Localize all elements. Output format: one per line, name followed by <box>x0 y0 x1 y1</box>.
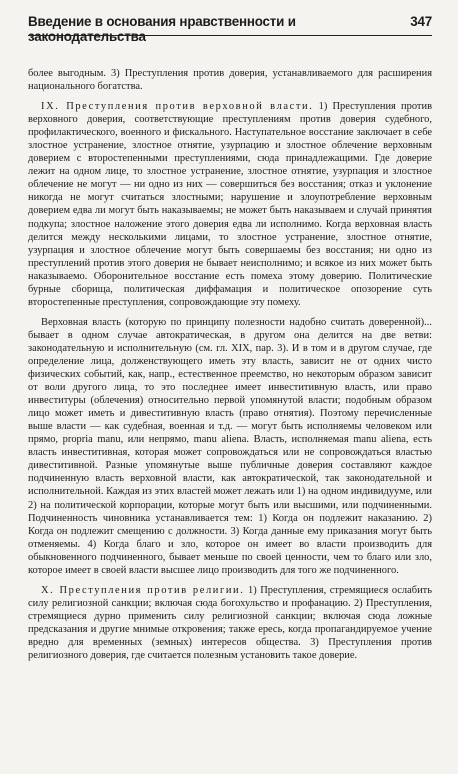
page-number: 347 <box>410 14 432 29</box>
paragraph-text: Верховная власть (которую по принципу полезности надобно считать доверенной)... бывает в одном случае автократическая, в другом она делится на две ветви: законодательную и исполнительную (см. гл. XIX, пар. 3). И в том и в другом случае, где определение лица, долженствующего иметь эту власть, зависит не от одних чисто физических событий, как, напр., естественное преемство, но некоторым образом зависит от воли другого лица, то это последнее имеет инвеститивную власть, или право инвеституры (облечения) относительно первой упомянутой власти; подобным образом лицо может иметь и дивеститивную власть (право отнятия). Поэтому перечисленные выше власти — как судебная, военная и т.д. — могут быть исполняемы человеком или прямо, propria manu, или непрямо, manu aliena. Власть, исполняемая manu aliena, есть власть инвеститивная, которая может сопровождаться или не сопровождаться властью дивеститивной. Разные упомянутые выше публичные доверия составляют каждое подчиненную власть верховной власти, как автократической, так законодательной и исполнительной. Каждая из этих властей может лежать или 1) на одном индивидууме, или 2) на политической корпорации, которые могут быть или высшими, или подчиненными. Подчиненность чиновника устанавливается тем: 1) Когда он подлежит наказанию. 2) Когда он подлежит смещению с должности. 3) Когда данные ему приказания могут быть отменяемы. 4) Когда благо и зло, которое он имеет во власти производить для обыкновенного подчиненного, бывает меньше по своей ценности, чем то благо или зло, которое имеет в своей власти высшее лицо производить для того же подчиненного. <box>28 316 432 576</box>
paragraph-text: 1) Преступления, стремящиеся ослабить силу религиозной санкции; включая сюда богохульство и профанацию. 2) Преступления, стремящиеся дурно применить силу религиозной санкции; включая сюда ложные предсказания и другие мнимые откровения; также ересь, когда пропагандируемое учение вредно для временных (земных) интересов общества. 3) Преступления против религиозного доверия, где считается полезным установить такое доверие. <box>28 584 432 662</box>
paragraph-text: 1) Преступления против верховного доверия, соответствующие преступлениям против доверия судебного, профилактического, военного и фискального. Наступательное восстание заключает в себе злостное устранение, злостное отнятие, узурпацию и злостное облечение верховным доверием с второстепенными преступлениями, сюда принадлежащими. Где доверие лежит на одном лице, то злостное устранение, злостное отнятие, узурпация и злостное облечение не могут — ни одно из них — совершиться без восстания; отказ и уклонение никогда не могут считаться злостными; нарушение и злоупотребление верховным доверием едва ли могут быть наказываемы; не может быть наказываем и случай принятия подкупа; злостное наложение этого доверия едва ли исполнимо. Когда верховная власть делится между несколькими лицами, то злостное устранение, злостное отнятие, узурпация и злостное облечение могут быть совершаемы без восстания; ни одно из преступлений против этого доверия не бывает неисполнимо; и всякое из них может быть наказываемо. Оборонительное восстание есть помеха этому доверию. Политические бурные сборища, политическая диффамация и политическое опозорение суть второстепенные преступления, сопровождающие эту помеху. <box>28 101 433 308</box>
paragraph-continuation <box>28 67 432 93</box>
paragraph-text: более выгодным. 3) Преступления против доверия, устанавливаемого для расширения национального богатства. <box>28 68 432 93</box>
section-heading: X. Преступления против религии. <box>41 584 245 596</box>
running-header <box>28 14 432 44</box>
section-ix <box>28 100 432 309</box>
section-heading: IX. Преступления против верховной власти. <box>41 101 314 113</box>
header-rule <box>28 35 432 36</box>
body-text <box>28 67 432 662</box>
paragraph-supreme-power <box>28 316 432 577</box>
section-x <box>28 584 432 662</box>
running-title: Введение в основания нравственности и законодательства <box>28 14 296 44</box>
